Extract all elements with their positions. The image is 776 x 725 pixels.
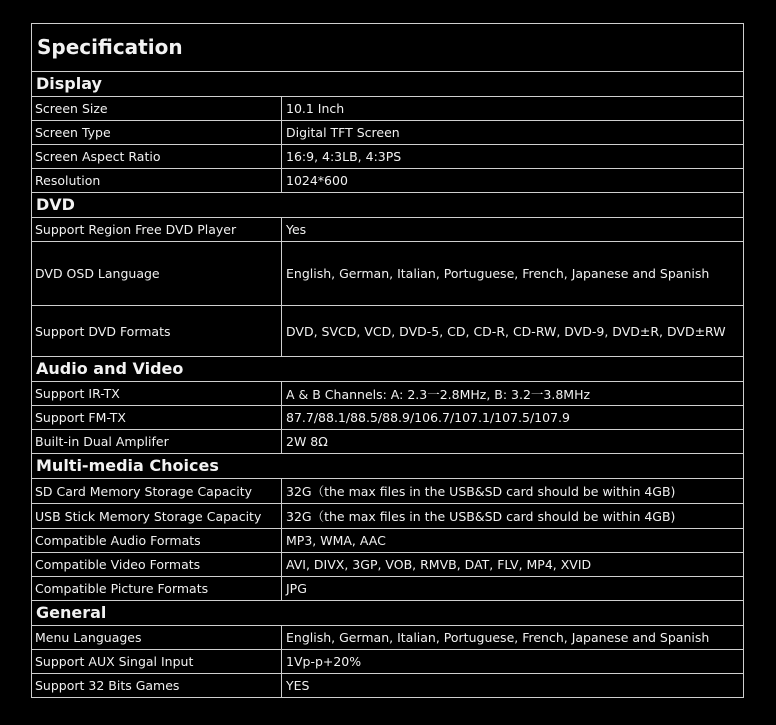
spec-key: Support DVD Formats: [32, 306, 282, 356]
spec-value: 10.1 Inch: [286, 101, 345, 116]
section-heading-multimedia: Multi-media Choices: [32, 454, 743, 479]
spec-key: Menu Languages: [32, 626, 282, 649]
spec-key: Screen Aspect Ratio: [32, 145, 282, 168]
spec-key: Support IR-TX: [32, 382, 282, 405]
spec-value: DVD, SVCD, VCD, DVD-5, CD, CD-R, CD-RW, DVD-9, DVD±R, DVD±RW: [286, 323, 726, 339]
table-row: [32, 97, 743, 121]
specification-table: [31, 23, 744, 698]
table-row: [32, 242, 743, 306]
table-row: [32, 121, 743, 145]
table-row: [32, 218, 743, 242]
table-row: [32, 626, 743, 650]
spec-key: Support Region Free DVD Player: [32, 218, 282, 241]
spec-value: AVI, DIVX, 3GP, VOB, RMVB, DAT, FLV, MP4, XVID: [286, 557, 592, 572]
table-row: [32, 553, 743, 577]
table-row: [32, 650, 743, 674]
spec-key: Compatible Picture Formats: [32, 577, 282, 600]
section-heading-display: Display: [32, 72, 743, 97]
spec-value: JPG: [286, 581, 307, 596]
spec-value: Yes: [286, 222, 307, 237]
spec-value: Digital TFT Screen: [286, 125, 400, 140]
table-row: [32, 674, 743, 697]
spec-key: Built-in Dual Amplifer: [32, 430, 282, 453]
table-row: [32, 504, 743, 529]
table-row: [32, 430, 743, 454]
table-row: [32, 406, 743, 430]
spec-key: USB Stick Memory Storage Capacity: [32, 504, 282, 528]
spec-key: Compatible Audio Formats: [32, 529, 282, 552]
spec-key: SD Card Memory Storage Capacity: [32, 479, 282, 503]
page-title: Specification: [32, 24, 743, 72]
spec-key: Support 32 Bits Games: [32, 674, 282, 697]
spec-value: English, German, Italian, Portuguese, French, Japanese and Spanish: [286, 630, 710, 645]
table-row: [32, 479, 743, 504]
spec-key: Resolution: [32, 169, 282, 192]
spec-key: Screen Size: [32, 97, 282, 120]
spec-value: MP3, WMA, AAC: [286, 533, 386, 548]
table-row: [32, 577, 743, 601]
section-heading-dvd: DVD: [32, 193, 743, 218]
spec-value: 32G（the max files in the USB&SD card should be within 4GB): [286, 509, 676, 524]
spec-value: YES: [286, 678, 310, 693]
table-row: [32, 529, 743, 553]
spec-value: 1024*600: [286, 173, 348, 188]
table-row: [32, 382, 743, 406]
spec-key: Support FM-TX: [32, 406, 282, 429]
spec-value: English, German, Italian, Portuguese, French, Japanese and Spanish: [286, 266, 710, 281]
spec-value: 1Vp-p+20%: [286, 654, 362, 669]
section-heading-general: General: [32, 601, 743, 626]
section-heading-audio-video: Audio and Video: [32, 357, 743, 382]
spec-value: 2W 8Ω: [286, 434, 328, 449]
spec-key: Screen Type: [32, 121, 282, 144]
spec-value: 32G（the max files in the USB&SD card should be within 4GB): [286, 484, 676, 499]
spec-value: A & B Channels: A: 2.3一2.8MHz, B: 3.2一3.8MHz: [286, 386, 591, 402]
spec-value: 87.7/88.1/88.5/88.9/106.7/107.1/107.5/107.9: [286, 410, 570, 425]
spec-key: Compatible Video Formats: [32, 553, 282, 576]
spec-value: 16:9, 4:3LB, 4:3PS: [286, 149, 402, 164]
spec-key: Support AUX Singal Input: [32, 650, 282, 673]
spec-key: DVD OSD Language: [32, 242, 282, 305]
table-row: [32, 169, 743, 193]
table-row: [32, 145, 743, 169]
table-row: [32, 306, 743, 357]
